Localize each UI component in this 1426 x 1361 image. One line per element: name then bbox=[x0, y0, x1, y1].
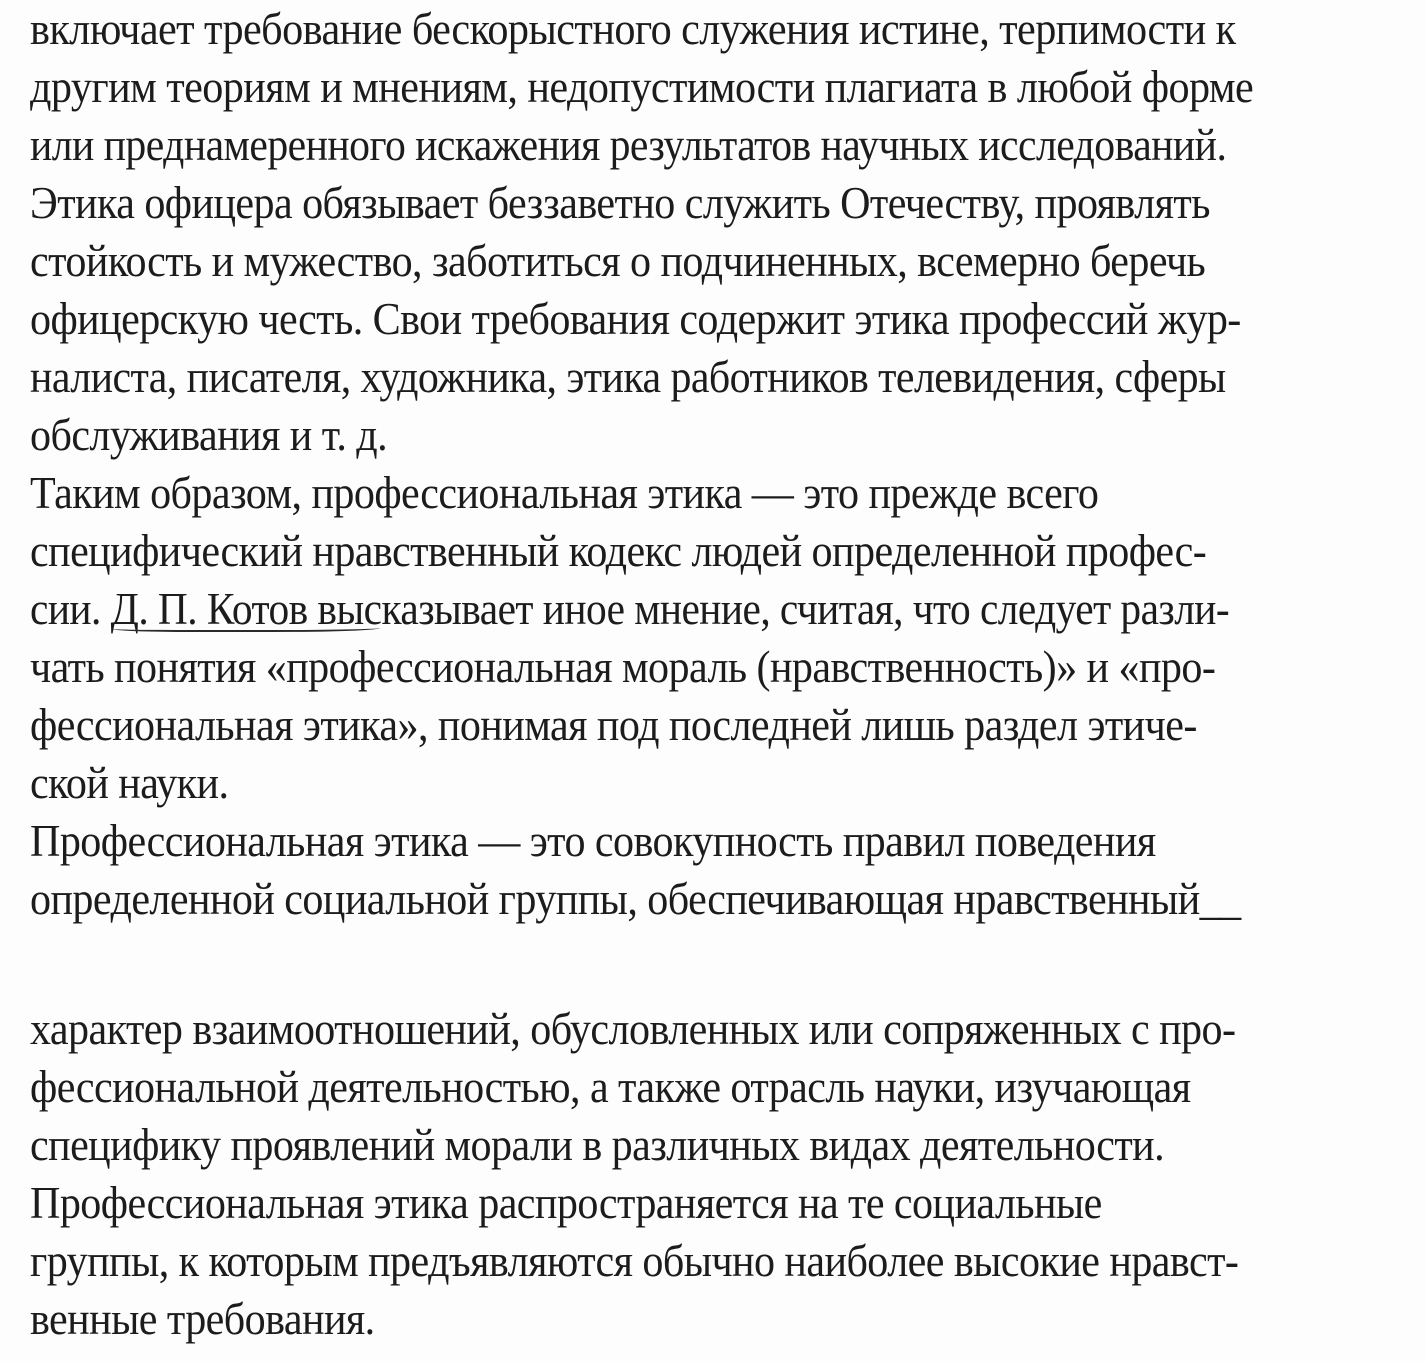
text-line: специфику проявлений морали в различных видах деятельности. bbox=[30, 1120, 1165, 1170]
text-line: специфический нравственный кодекс людей определенной профес- bbox=[30, 526, 1207, 576]
text-line: офицерскую честь. Свои требования содержит этика профессий жур- bbox=[30, 294, 1241, 344]
text-line: Профессиональная этика — это совокупность правил поведения bbox=[30, 816, 1156, 866]
text-line: Этика офицера обязывает беззаветно служить Отечеству, проявлять bbox=[30, 178, 1210, 228]
text-line: характер взаимоотношений, обусловленных или сопряженных с про- bbox=[30, 1004, 1236, 1054]
text-line: обслуживания и т. д. bbox=[30, 410, 388, 460]
text-line: венные требования. bbox=[30, 1294, 375, 1344]
text-line: включает требование бескорыстного служения истине, терпимости к bbox=[30, 4, 1236, 54]
text-line: ской науки. bbox=[30, 758, 229, 808]
text-line: фессиональная этика», понимая под последней лишь раздел этиче- bbox=[30, 700, 1197, 750]
text-line: другим теориям и мнениям, недопустимости плагиата в любой форме bbox=[30, 62, 1254, 112]
text-line: определенной социальной группы, обеспечивающая нравственный__ bbox=[30, 874, 1241, 924]
text-line: группы, к которым предъявляются обычно наиболее высокие нравст- bbox=[30, 1236, 1239, 1286]
handwritten-underline bbox=[112, 622, 380, 632]
text-line: или преднамеренного искажения результатов научных исследований. bbox=[30, 120, 1227, 170]
text-line: фессиональной деятельностью, а также отрасль науки, изучающая bbox=[30, 1062, 1191, 1112]
text-line: Профессиональная этика распространяется на те социальные bbox=[30, 1178, 1102, 1228]
text-line: Таким образом, профессиональная этика — это прежде всего bbox=[30, 468, 1099, 518]
text-line: сии. Д. П. Котов высказывает иное мнение, считая, что следует разли- bbox=[30, 584, 1230, 634]
text-line: чать понятия «профессиональная мораль (нравственность)» и «про- bbox=[30, 642, 1216, 692]
text-line: стойкость и мужество, заботиться о подчиненных, всемерно беречь bbox=[30, 236, 1206, 286]
text-line: налиста, писателя, художника, этика работников телевидения, сферы bbox=[30, 352, 1226, 402]
